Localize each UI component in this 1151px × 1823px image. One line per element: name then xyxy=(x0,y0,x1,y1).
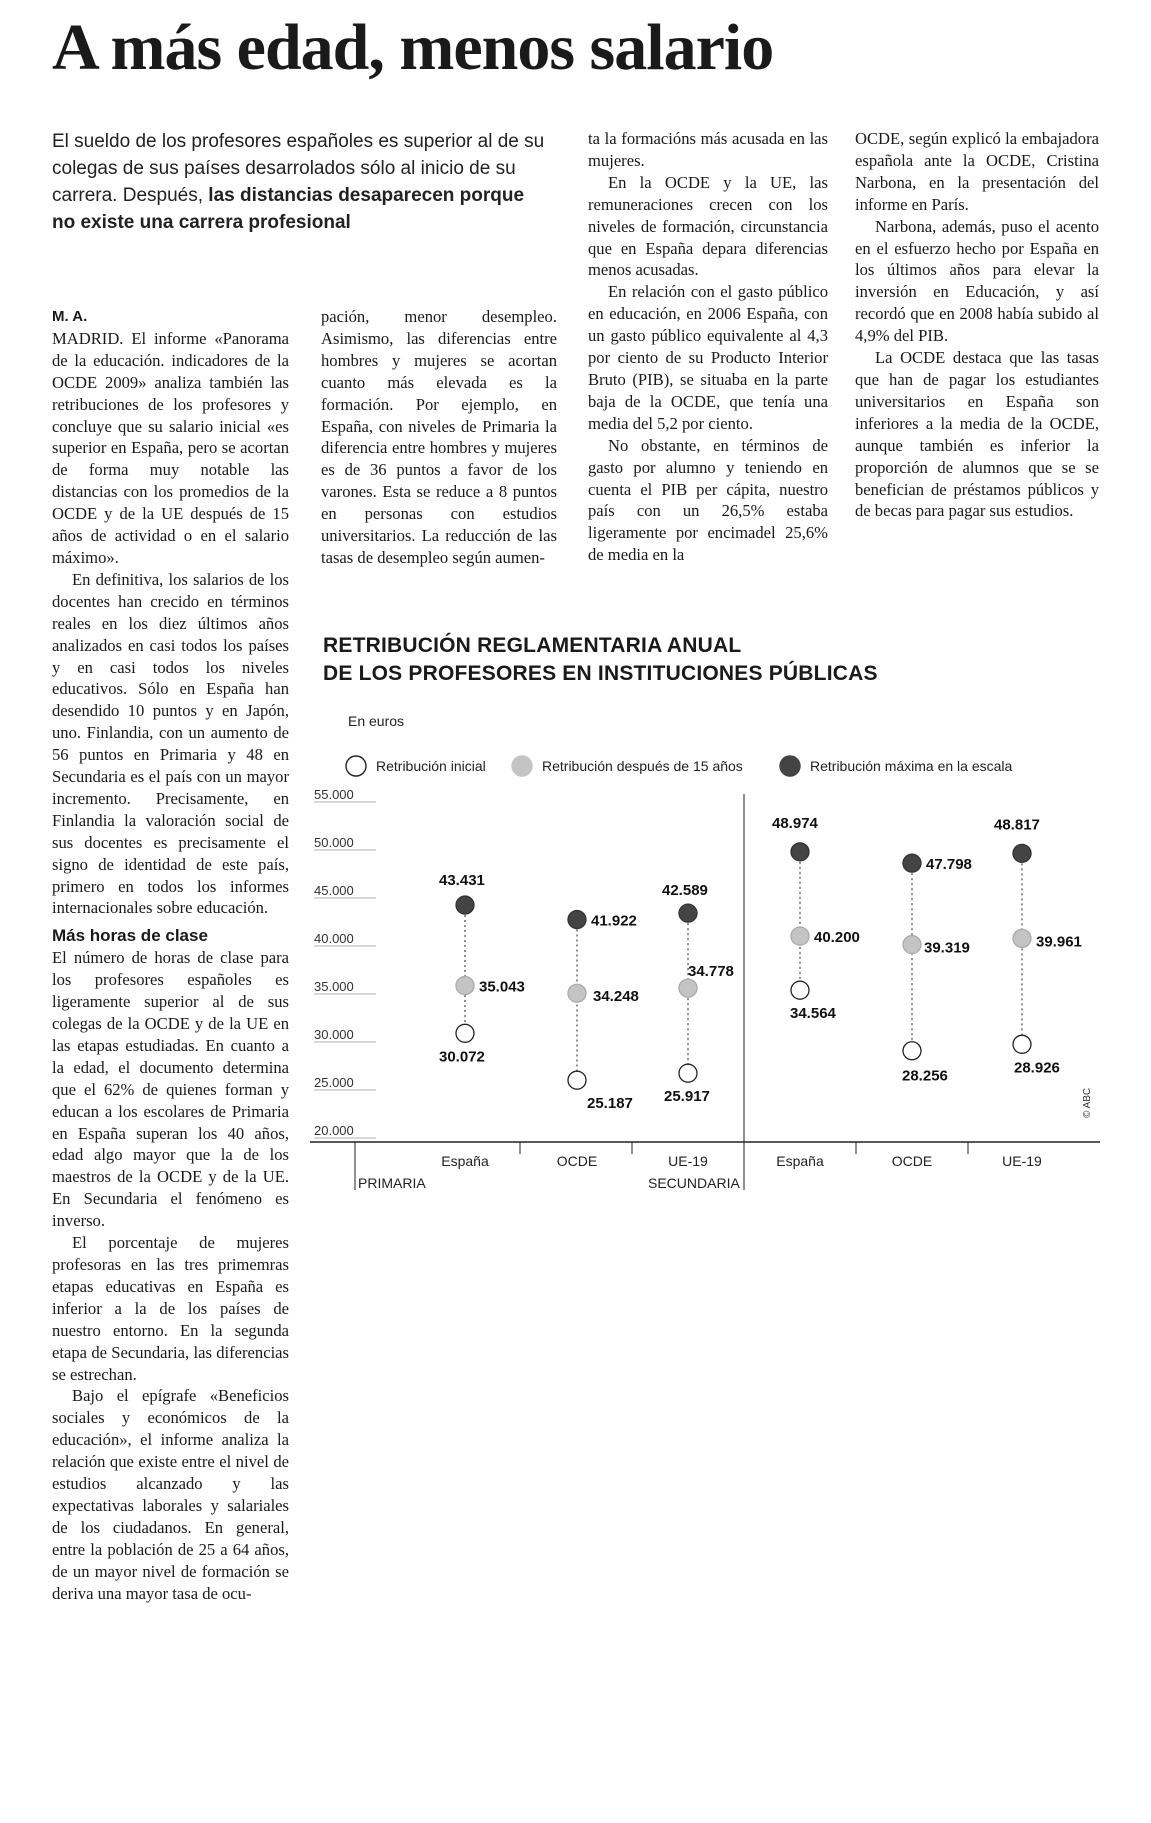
data-point-3 xyxy=(568,911,586,929)
data-point-2 xyxy=(679,979,697,997)
legend-label-1: Retribución inicial xyxy=(376,758,486,774)
paragraph: MADRID. El informe «Panorama de la educación. indicadores de la OCDE 2009» analiza también las retribuciones de los profesores y concluye que su salario inicial «es superior en España, pero se acortan de forma muy notable las distancias con los promedios de la OCDE y de la UE después de 15 años de actividad o en el salario máximo». xyxy=(52,328,289,567)
data-point-3 xyxy=(903,854,921,872)
y-tick-label: 20.000 xyxy=(314,1123,354,1138)
subtitle-bold: las distancias desaparecen porque no existe una carrera profesional xyxy=(52,185,525,233)
data-point-2 xyxy=(1013,929,1031,947)
paragraph: La OCDE destaca que las tasas que han de pagar los estudiantes universitarios en España son inferiores a la media de la OCDE, aunque también es inferior la proporción de alumnos que se se benefician de préstamos públicos y de becas para pagar sus estudios. xyxy=(855,348,1099,521)
paragraph: En definitiva, los salarios de los docentes han crecido en términos reales en los diez últimos años analizados en casi todos los países y en casi todos los niveles educativos. Sólo en España han desendido 10 puntos y en Japón, uno. Finlandia, con un aumento de 56 puntos en Primaria y 48 en Secundaria es el país con un mayor incremento. Precisamente, en Finlandia la valoración social de sus docentes es precisamente el signo de identidad de este país, primero en todos los informes internacionales sobre educación. xyxy=(52,569,289,918)
subtitle-intro: El sueldo de los profesores españoles es superior al de su colegas de sus países desarrolados sólo al inicio de su carrera. Después, xyxy=(52,131,545,206)
category-label: UE-19 xyxy=(1002,1153,1042,1169)
salary-chart xyxy=(310,700,1100,1190)
data-label: 40.200 xyxy=(814,929,860,947)
credit: © ABC xyxy=(1082,1087,1093,1118)
data-label: 48.817 xyxy=(994,816,1040,834)
subhead: Más horas de clase xyxy=(52,926,208,946)
data-point-1 xyxy=(568,1071,586,1089)
y-tick-label: 50.000 xyxy=(314,835,354,850)
paragraph: El porcentaje de mujeres profesoras en las tres primemras etapas educativas en España es inferior a la de los países de nuestro entorno. En la segunda etapa de Secundaria, las diferencias se estrechan. xyxy=(52,1233,289,1384)
data-point-1 xyxy=(679,1064,697,1082)
y-tick-label: 30.000 xyxy=(314,1027,354,1042)
chart-title xyxy=(323,632,878,688)
data-point-1 xyxy=(791,981,809,999)
data-label: 48.974 xyxy=(772,814,818,832)
data-point-1 xyxy=(1013,1035,1031,1053)
data-point-3 xyxy=(679,904,697,922)
group-label: PRIMARIA xyxy=(358,1175,426,1190)
category-label: España xyxy=(441,1153,489,1169)
paragraph: El número de horas de clase para los profesores españoles es ligeramente superior al de sus colegas de la OCDE y de la UE en las etapas estudiadas. En cuanto a la edad, el documento determina que el 62% de quienes forman y educan a los escolares de Primaria en España superan los 40 años, edad algo mayor que la de los maestros de la OCDE y de la UE. En Secundaria el fenómeno es inverso. xyxy=(52,948,289,1231)
paragraph: OCDE, según explicó la embajadora española ante la OCDE, Cristina Narbona, en la presentación del informe en París. xyxy=(855,129,1099,214)
unit-label: En euros xyxy=(348,713,405,729)
data-label: 25.917 xyxy=(664,1088,710,1106)
data-label: 28.256 xyxy=(902,1067,948,1085)
article-column-2 xyxy=(321,306,557,569)
data-point-1 xyxy=(456,1024,474,1042)
legend-marker-1 xyxy=(346,756,366,776)
data-point-2 xyxy=(568,984,586,1002)
subtitle xyxy=(52,128,552,236)
data-label: 34.248 xyxy=(593,988,639,1006)
data-label: 41.922 xyxy=(591,912,637,930)
data-label: 30.072 xyxy=(439,1048,485,1066)
category-label: España xyxy=(776,1153,824,1169)
data-point-2 xyxy=(456,977,474,995)
group-label: SECUNDARIA xyxy=(648,1175,740,1190)
paragraph: No obstante, en términos de gasto por alumno y teniendo en cuenta el PIB per cápita, nuestro país con un 26,5% estaba ligeramente por encimadel 25,6% de media en la xyxy=(588,435,828,565)
data-point-3 xyxy=(456,896,474,914)
chart-title-line-1: RETRIBUCIÓN REGLAMENTARIA ANUAL xyxy=(323,634,742,657)
data-label: 39.961 xyxy=(1036,933,1082,951)
y-tick-label: 40.000 xyxy=(314,931,354,946)
data-point-3 xyxy=(1013,844,1031,862)
byline: M. A. xyxy=(52,308,88,325)
data-label: 43.431 xyxy=(439,872,485,890)
chart-title-line-2: DE LOS PROFESORES EN INSTITUCIONES PÚBLICAS xyxy=(323,662,878,685)
data-label: 28.926 xyxy=(1014,1059,1060,1077)
paragraph: pación, menor desempleo. Asimismo, las diferencias entre hombres y mujeres se acortan cuanto más elevada es la formación. Por ejemplo, en España, con niveles de Primaria la diferencia entre hombres y mujeres es de 36 puntos a favor de los varones. Esta se reduce a 8 puntos en personas con estudios universitarios. La reducción de las tasas de desempleo según aumen- xyxy=(321,307,557,567)
data-label: 39.319 xyxy=(924,939,970,957)
category-label: OCDE xyxy=(891,1153,933,1169)
headline: A más edad, menos salario xyxy=(52,11,774,84)
y-tick-label: 55.000 xyxy=(314,787,354,802)
legend-label-2: Retribución después de 15 años xyxy=(542,758,743,774)
data-label: 25.187 xyxy=(587,1095,633,1113)
data-point-1 xyxy=(903,1042,921,1060)
article-column-4 xyxy=(855,128,1099,522)
legend-marker-3 xyxy=(780,756,800,776)
category-label: UE-19 xyxy=(668,1153,708,1169)
paragraph: Bajo el epígrafe «Beneficios sociales y económicos de la educación», el informe analiza la relación que existe entre el nivel de estudios alcanzado y las expectativas laborales y salariales de los ciudadanos. En general, entre la población de 25 a 64 años, de un mayor nivel de formación se deriva una mayor tasa de ocu- xyxy=(52,1386,289,1603)
y-tick-label: 35.000 xyxy=(314,979,354,994)
paragraph: En la OCDE y la UE, las remuneraciones crecen con los niveles de formación, circunstancia que en España depara diferencias menos acusadas. xyxy=(588,172,828,280)
article-column-3 xyxy=(588,128,828,566)
data-label: 42.589 xyxy=(662,882,708,900)
category-label: OCDE xyxy=(556,1153,598,1169)
paragraph: ta la formacións más acusada en las mujeres. xyxy=(588,129,828,170)
legend-marker-2 xyxy=(512,756,532,776)
y-tick-label: 25.000 xyxy=(314,1075,354,1090)
data-point-3 xyxy=(791,843,809,861)
data-label: 34.564 xyxy=(790,1005,836,1023)
data-label: 35.043 xyxy=(479,978,525,996)
paragraph: Narbona, además, puso el acento en el esfuerzo hecho por España en los últimos años para elevar la inversión en Educación, y así recordó que en 2008 había subido al 4,9% del PIB. xyxy=(855,216,1099,346)
paragraph: En relación con el gasto público en educación, en 2006 España, con un gasto público equivalente al 4,3 por ciento de su Producto Interior Bruto (PIB), se situaba en la parte baja de la OCDE, que tenía una media del 5,2 por ciento. xyxy=(588,282,828,433)
data-label: 34.778 xyxy=(688,963,734,981)
legend-label-3: Retribución máxima en la escala xyxy=(810,758,1013,774)
article-column-1 xyxy=(52,306,289,1604)
data-label: 47.798 xyxy=(926,856,972,874)
data-point-2 xyxy=(903,936,921,954)
y-tick-label: 45.000 xyxy=(314,883,354,898)
data-point-2 xyxy=(791,927,809,945)
